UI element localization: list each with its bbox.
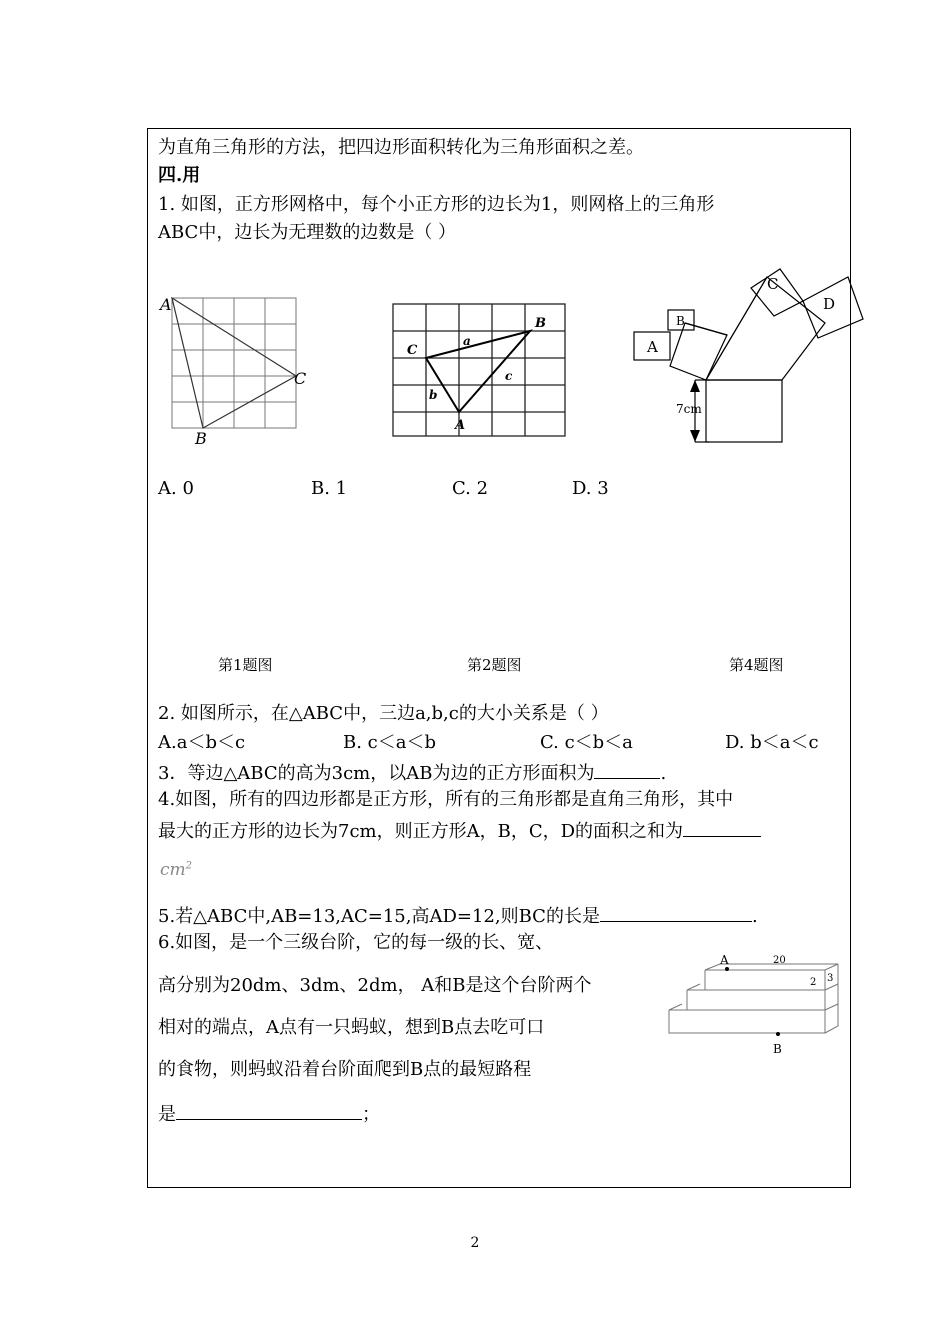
q2-option-a: A.a＜b＜c [158, 732, 246, 753]
fig4-length: 7cm [676, 402, 702, 416]
q4-line2: 最大的正方形的边长为7cm，则正方形A，B，C，D的面积之和为 [158, 821, 684, 842]
fig1-caption: 第1题图 [218, 656, 273, 674]
q6-tail: ； [362, 1104, 380, 1125]
fig2-caption: 第2题图 [467, 656, 522, 674]
figure-1 [155, 290, 315, 450]
q5-tail: . [751, 906, 758, 927]
point-b-dot [776, 1032, 780, 1036]
q1-option-d: D. 3 [572, 478, 609, 499]
point-a-dot [725, 967, 729, 971]
q3-tail: . [660, 763, 667, 784]
q5-answer-blank[interactable] [600, 903, 752, 922]
q6-line5-wrap [158, 1101, 380, 1126]
fig1-label-b: B [195, 429, 207, 448]
section-title: 四.用 [158, 165, 201, 186]
q3-answer-blank[interactable] [594, 760, 660, 779]
q1-option-b: B. 1 [311, 478, 348, 499]
fig2-label-b: B [535, 316, 546, 331]
q1-option-c: C. 2 [452, 478, 489, 499]
fig2-side-b: b [429, 388, 438, 402]
fig4-caption: 第4题图 [729, 656, 784, 674]
q4-unit-sup: 2 [185, 860, 193, 872]
fig1-label-a: A [160, 295, 172, 314]
q6-line3: 相对的端点，A点有一只蚂蚁，想到B点去吃可口 [158, 1017, 545, 1038]
q2-option-d: D. b＜a＜c [725, 732, 819, 753]
fig6-label-a: A [720, 953, 729, 967]
q1-option-a: A. 0 [158, 478, 194, 499]
q5-text: 5.若△ABC中,AB=13,AC=15,高AD=12,则BC的长是 [158, 906, 600, 927]
q2-option-b: B. c＜a＜b [343, 732, 437, 753]
fig6-length: 20 [773, 955, 786, 966]
q4-line1: 4.如图，所有的四边形都是正方形，所有的三角形都是直角三角形，其中 [158, 789, 734, 810]
fig2-side-c: c [505, 369, 513, 383]
q1-line1: 1. 如图，正方形网格中，每个小正方形的边长为1，则网格上的三角形 [158, 194, 715, 215]
fig6-height: 2 [810, 977, 817, 988]
q3-text: 3．等边△ABC的高为3cm，以AB为边的正方形面积为 [158, 763, 595, 784]
page-number: 2 [470, 1235, 480, 1251]
q2-text: 2. 如图所示，在△ABC中，三边a,b,c的大小关系是（ ） [158, 703, 609, 724]
q2-option-c: C. c＜b＜a [540, 732, 633, 753]
fig6-label-b: B [773, 1042, 782, 1056]
fig4-label-d: D [823, 295, 836, 313]
triangle-abc-2 [426, 331, 530, 412]
q6-line4: 的食物，则蚂蚁沿着台阶面爬到B点的最短路程 [158, 1059, 532, 1080]
q6-line5: 是 [158, 1104, 176, 1125]
fig2-side-a: a [463, 334, 471, 348]
fig2-label-c: C [407, 343, 418, 358]
q4-line2-wrap [158, 818, 761, 843]
q4-answer-blank[interactable] [683, 818, 761, 837]
fig4-label-a: A [647, 338, 658, 356]
figure-4 [625, 255, 870, 455]
q5 [158, 903, 758, 928]
fig6-width: 3 [827, 973, 834, 984]
q4-unit: $cm^2$ [160, 860, 193, 880]
largest-square [706, 380, 782, 442]
figure-2 [385, 298, 570, 443]
intro-line: 为直角三角形的方法，把四边形面积转化为三角形面积之差。 [158, 137, 644, 158]
figure-6 [660, 948, 845, 1063]
fig4-label-c: C [767, 275, 779, 293]
q3 [158, 760, 666, 785]
middle-squares [706, 277, 825, 380]
fig2-label-a: A [455, 418, 466, 433]
q6-answer-blank[interactable] [176, 1101, 362, 1120]
q6-line1: 6.如图，是一个三级台阶，它的每一级的长、宽、 [158, 932, 554, 953]
q1-line2: ABC中，边长为无理数的边数是（ ） [158, 222, 457, 243]
fig4-label-b: B [676, 314, 685, 328]
fig1-label-c: C [294, 369, 307, 388]
q6-line2: 高分别为20dm、3dm、2dm， A和B是这个台阶两个 [158, 975, 592, 996]
